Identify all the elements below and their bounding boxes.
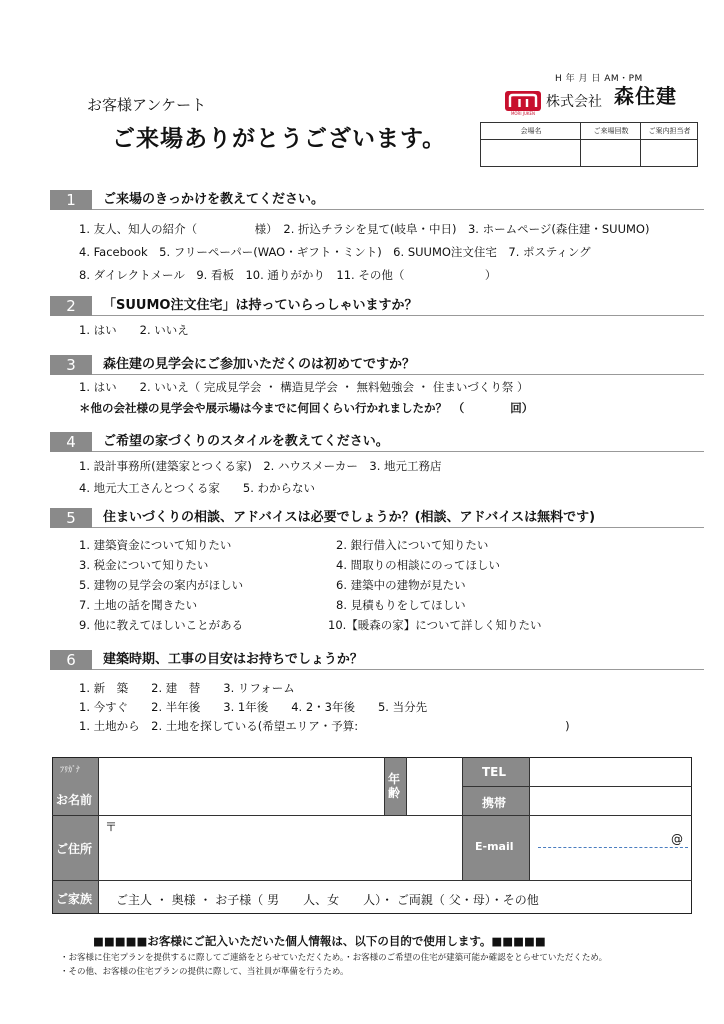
age-field[interactable] xyxy=(407,758,462,815)
privacy-note-2: ・その他、お客様の住宅プランの提供に際して、当社員が準備を行うため。 xyxy=(60,967,349,977)
family-options[interactable]: ご主人 ・ 奥様 ・ お子様（ 男 人、女 人）・ ご両親（ 父・母）・その他 xyxy=(116,893,539,907)
name-label: お名前 xyxy=(56,793,93,807)
section-1-line-1: 1. 友人、知人の紹介（ 様） 2. 折込チラシを見て(岐阜・中日) 3. ホームページ(森住建・SUUMO) xyxy=(79,222,650,236)
section-6-line-2: 1. 今すぐ 2. 半年後 3. 1年後 4. 2・3年後 5. 当分先 xyxy=(79,700,428,714)
email-field[interactable] xyxy=(530,816,691,880)
staff-table xyxy=(480,122,698,167)
section-5-option: 5. 建物の見学会の案内がほしい xyxy=(79,578,244,592)
company-logo-icon xyxy=(505,91,541,111)
family-label-cell xyxy=(53,881,98,913)
date-line: H 年 月 日 AM・PM xyxy=(555,74,643,84)
tel-label: TEL xyxy=(482,765,507,779)
address-label-cell xyxy=(53,816,98,880)
section-6-number: 6 xyxy=(50,650,92,670)
section-1-question: ご来場のきっかけを教えてください。 xyxy=(103,192,325,207)
name-field[interactable] xyxy=(99,758,384,815)
family-label: ご家族 xyxy=(56,892,93,906)
mobile-field[interactable] xyxy=(530,787,691,815)
company-prefix: 株式会社 xyxy=(546,94,602,110)
section-5-number: 5 xyxy=(50,508,92,528)
address-label: ご住所 xyxy=(56,842,93,856)
venue-header: 会場名 xyxy=(481,123,581,140)
privacy-title: ■■■■■お客様にご記入いただいた個人情報は、以下の目的で使用します。■■■■■ xyxy=(93,934,546,948)
privacy-note-1: ・お客様に住宅プランを提供するに際してご連絡をとらせていただくため。・お客様のご希望の住宅が建築可能か確認をとらせていただくため。 xyxy=(60,953,608,963)
visit-count-header: ご来場回数 xyxy=(581,123,641,140)
section-5-option: 3. 税金について知りたい xyxy=(79,558,209,572)
section-4-line-1: 1. 設計事務所(建築家とつくる家) 2. ハウスメーカー 3. 地元工務店 xyxy=(79,459,442,473)
company-name: 森住建 xyxy=(614,84,677,108)
section-2-number: 2 xyxy=(50,296,92,316)
age-label-cell xyxy=(384,758,406,815)
section-3-number: 3 xyxy=(50,355,92,375)
section-5-option: 8. 見積もりをしてほしい xyxy=(336,598,466,612)
section-6-line-3: 1. 土地から 2. 土地を探している(希望エリア・予算: ) xyxy=(79,719,570,733)
section-1-line-3: 8. ダイレクトメール 9. 看板 10. 通りがかり 11. その他（ ） xyxy=(79,268,497,282)
section-6-question: 建築時期、工事の目安はお持ちでしょうか？ xyxy=(103,652,363,667)
section-1-number: 1 xyxy=(50,190,92,210)
welcome-heading: ご来場ありがとうございます。 xyxy=(112,126,447,152)
address-field[interactable] xyxy=(99,816,462,880)
section-5-option: 4. 間取りの相談にのってほしい xyxy=(336,558,501,572)
section-4-number: 4 xyxy=(50,432,92,452)
furigana-label: ﾌﾘｶﾞﾅ xyxy=(60,765,80,774)
at-mark: @ xyxy=(671,832,683,846)
email-label-cell xyxy=(462,816,529,880)
section-6-line-1: 1. 新 築 2. 建 替 3. リフォーム xyxy=(79,681,295,695)
section-5-option: 2. 銀行借入について知りたい xyxy=(336,538,489,552)
section-5-option: 7. 土地の話を聞きたい xyxy=(79,598,198,612)
section-5-option: 6. 建築中の建物が見たい xyxy=(336,578,466,592)
tel-field[interactable] xyxy=(530,758,691,786)
survey-title: お客様アンケート xyxy=(87,96,207,114)
section-3-line-2: ＊他の会社様の見学会や展示場は今までに何回くらい行かれましたか？ （ 回） xyxy=(79,401,534,415)
email-underline xyxy=(538,847,688,848)
email-label: E-mail xyxy=(475,840,514,853)
section-5-question: 住まいづくりの相談、アドバイスは必要でしょうか？(相談、アドバイスは無料です) xyxy=(103,510,596,525)
section-5-option: 9. 他に教えてほしいことがある xyxy=(79,618,244,632)
section-5-option: 10.【暖森の家】について詳しく知りたい xyxy=(328,618,542,632)
mobile-label: 携帯 xyxy=(482,796,507,810)
staff-header: ご案内担当者 xyxy=(641,123,698,140)
tel-label-cell xyxy=(462,758,529,786)
section-1-line-2: 4. Facebook 5. フリーペーパー(WAO・ギフト・ミント) 6. SUUMO注文住宅 7. ポスティング xyxy=(79,245,591,259)
section-5-option: 1. 建築資金について知りたい xyxy=(79,538,232,552)
age-label: 年齢 xyxy=(388,772,401,800)
postal-mark: 〒 xyxy=(105,820,118,834)
section-4-line-2: 4. 地元大工さんとつくる家 5. わからない xyxy=(79,481,316,495)
logo-caption: MORI JUKEN xyxy=(510,111,536,116)
section-2-line-1: 1. はい 2. いいえ xyxy=(79,323,189,337)
section-3-question: 森住建の見学会にご参加いただくのは初めてですか？ xyxy=(103,357,416,372)
name-label-cell xyxy=(53,758,98,815)
section-3-line-1: 1. はい 2. いいえ（ 完成見学会 ・ 構造見学会 ・ 無料勉強会 ・ 住まいづくり祭 ） xyxy=(79,380,529,394)
section-2-question: 「SUUMO注文住宅」は持っていらっしゃいますか？ xyxy=(103,298,418,313)
mobile-label-cell xyxy=(462,787,529,815)
section-4-question: ご希望の家づくりのスタイルを教えてください。 xyxy=(103,434,389,449)
